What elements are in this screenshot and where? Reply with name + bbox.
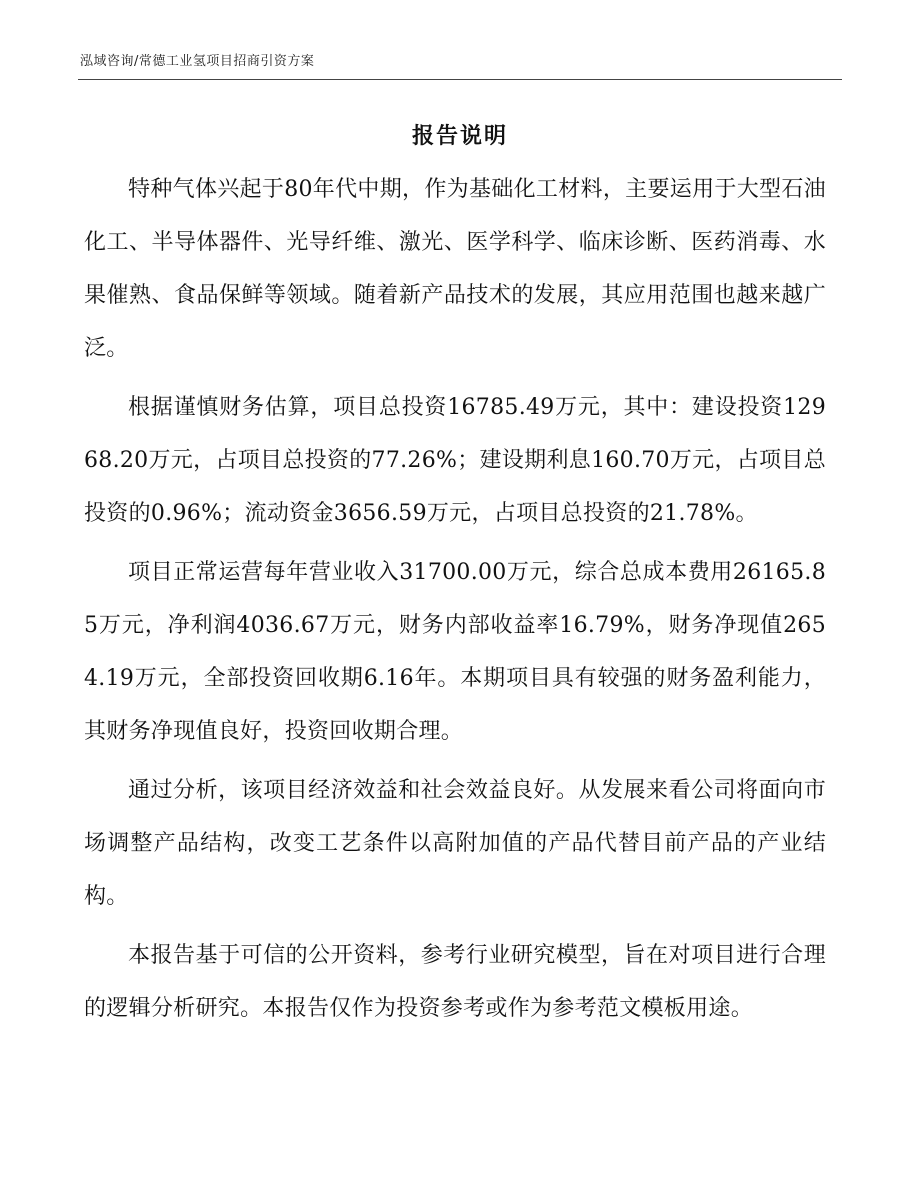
- paragraph-analysis-conclusion: 通过分析，该项目经济效益和社会效益良好。从发展来看公司将面向市场调整产品结构，改变工艺条件以高附加值的产品代替目前产品的产业结构。: [84, 778, 826, 909]
- paragraph-investment-estimate: 根据谨慎财务估算，项目总投资16785.49万元，其中：建设投资12968.20万元，占项目总投资的77.26%；建设期利息160.70万元，占项目总投资的0.96%；流动资金3656.59万元，占项目总投资的21.78%。: [84, 395, 826, 526]
- page-header: 泓域咨询/常德工业氢项目招商引资方案: [80, 54, 315, 69]
- paragraph-disclaimer: 本报告基于可信的公开资料，参考行业研究模型，旨在对项目进行合理的逻辑分析研究。本报告仅作为投资参考或作为参考范文模板用途。: [84, 943, 826, 1021]
- report-body: [84, 163, 826, 1041]
- paragraph-financial-returns: 项目正常运营每年营业收入31700.00万元，综合总成本费用26165.85万元，净利润4036.67万元，财务内部收益率16.79%，财务净现值2654.19万元，全部投资回收期6.16年。本期项目具有较强的财务盈利能力，其财务净现值良好，投资回收期合理。: [84, 560, 826, 744]
- report-title: 报告说明: [411, 124, 508, 149]
- header-divider: [78, 79, 842, 80]
- paragraph-industry-background: 特种气体兴起于80年代中期，作为基础化工材料，主要运用于大型石油化工、半导体器件、光导纤维、激光、医学科学、临床诊断、医药消毒、水果催熟、食品保鲜等领域。随着新产品技术的发展，其应用范围也越来越广泛。: [84, 177, 826, 361]
